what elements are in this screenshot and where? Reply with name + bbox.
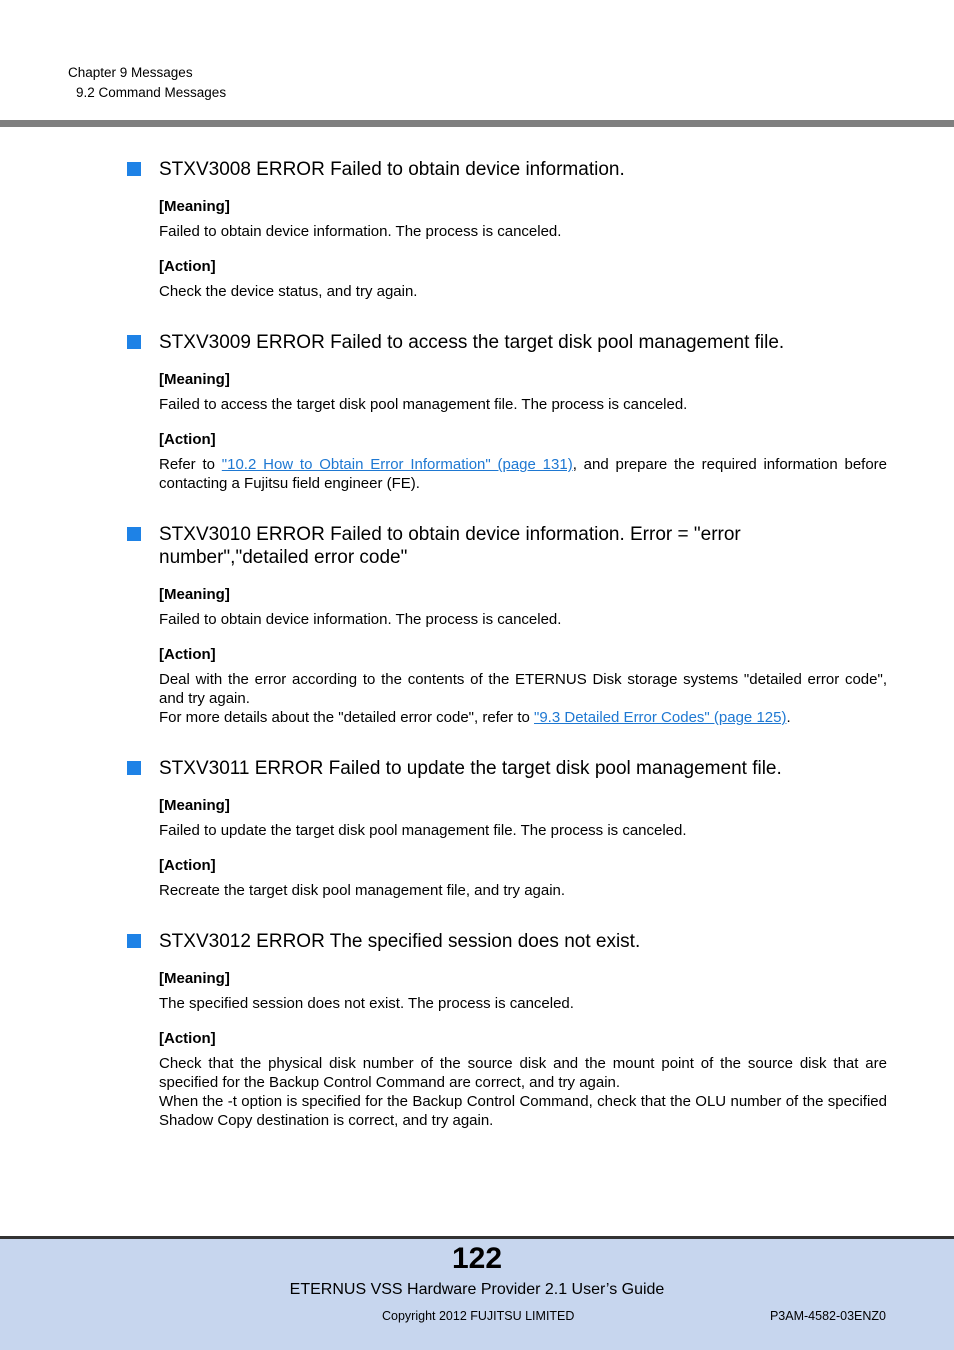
square-bullet-icon [127,162,141,176]
action-text-line2: When the -t option is specified for the Backup Control Command, check that the OLU number of the specified Shadow Copy destination is correct, and try again. [159,1093,887,1129]
link-detailed-error-codes[interactable]: "9.3 Detailed Error Codes" (page 125) [534,709,787,726]
meaning-label: [Meaning] [159,586,230,603]
meaning-text: The specified session does not exist. The process is canceled. [159,995,574,1012]
square-bullet-icon [127,934,141,948]
running-header [68,63,226,103]
action-label: [Action] [159,1030,216,1047]
message-heading [127,930,887,953]
action-text [159,455,887,493]
action-text-pre: For more details about the "detailed error code", refer to [159,709,535,726]
message-block-stxv3012 [127,930,887,1130]
meaning-text: Failed to obtain device information. The process is canceled. [159,611,562,628]
header-rule [0,120,954,127]
message-heading [127,331,887,354]
meaning-label: [Meaning] [159,797,230,814]
section-title: 9.2 Command Messages [76,85,227,100]
document-code: P3AM-4582-03ENZ0 [769,1309,886,1323]
page-number: 122 [451,1242,503,1275]
action-text-line1: Check that the physical disk number of the source disk and the mount point of the source disk that are specified for the Backup Control Command are correct, and try again. [159,1055,887,1091]
message-heading [127,158,887,181]
message-details [159,585,887,727]
message-details [159,796,887,900]
action-label: [Action] [159,857,216,874]
action-label: [Action] [159,431,216,448]
message-block-stxv3011 [127,757,887,900]
message-title: STXV3009 ERROR Failed to access the target disk pool management file. [159,332,785,353]
message-heading [127,523,887,569]
action-text-line2 [159,708,887,727]
meaning-text: Failed to obtain device information. The process is canceled. [159,223,562,240]
message-details [159,969,887,1130]
action-text-line1: Deal with the error according to the contents of the ETERNUS Disk storage systems "detailed error code", and try again. [159,671,887,707]
chapter-title: Chapter 9 Messages [68,65,193,80]
copyright: Copyright 2012 FUJITSU LIMITED [382,1309,575,1323]
action-label: [Action] [159,258,216,275]
square-bullet-icon [127,761,141,775]
link-error-information[interactable]: "10.2 How to Obtain Error Information" (page 131) [221,456,573,473]
action-text: Recreate the target disk pool management file, and try again. [159,882,566,899]
square-bullet-icon [127,527,141,541]
message-title: STXV3011 ERROR Failed to update the target disk pool management file. [159,758,782,779]
message-title: STXV3012 ERROR The specified session does not exist. [159,931,641,952]
meaning-label: [Meaning] [159,371,230,388]
action-label: [Action] [159,646,216,663]
meaning-label: [Meaning] [159,970,230,987]
guide-title: ETERNUS VSS Hardware Provider 2.1 User’s Guide [289,1281,665,1298]
action-text-pre: Refer to [159,456,222,473]
meaning-text: Failed to access the target disk pool management file. The process is canceled. [159,396,688,413]
action-text-post: , and prepare the required information before contacting a Fujitsu field engineer (FE). [159,456,888,492]
message-details [159,370,887,493]
message-block-stxv3009 [127,331,887,493]
message-details [159,197,887,301]
message-block-stxv3008 [127,158,887,301]
meaning-label: [Meaning] [159,198,230,215]
message-block-stxv3010 [127,523,887,727]
action-text-post: . [786,709,791,726]
square-bullet-icon [127,335,141,349]
message-title: STXV3008 ERROR Failed to obtain device information. [159,159,625,180]
action-text: Check the device status, and try again. [159,283,418,300]
meaning-text: Failed to update the target disk pool management file. The process is canceled. [159,822,687,839]
message-heading [127,757,887,780]
message-title: STXV3010 ERROR Failed to obtain device information. Error = "error number","detailed error code" [159,524,741,568]
